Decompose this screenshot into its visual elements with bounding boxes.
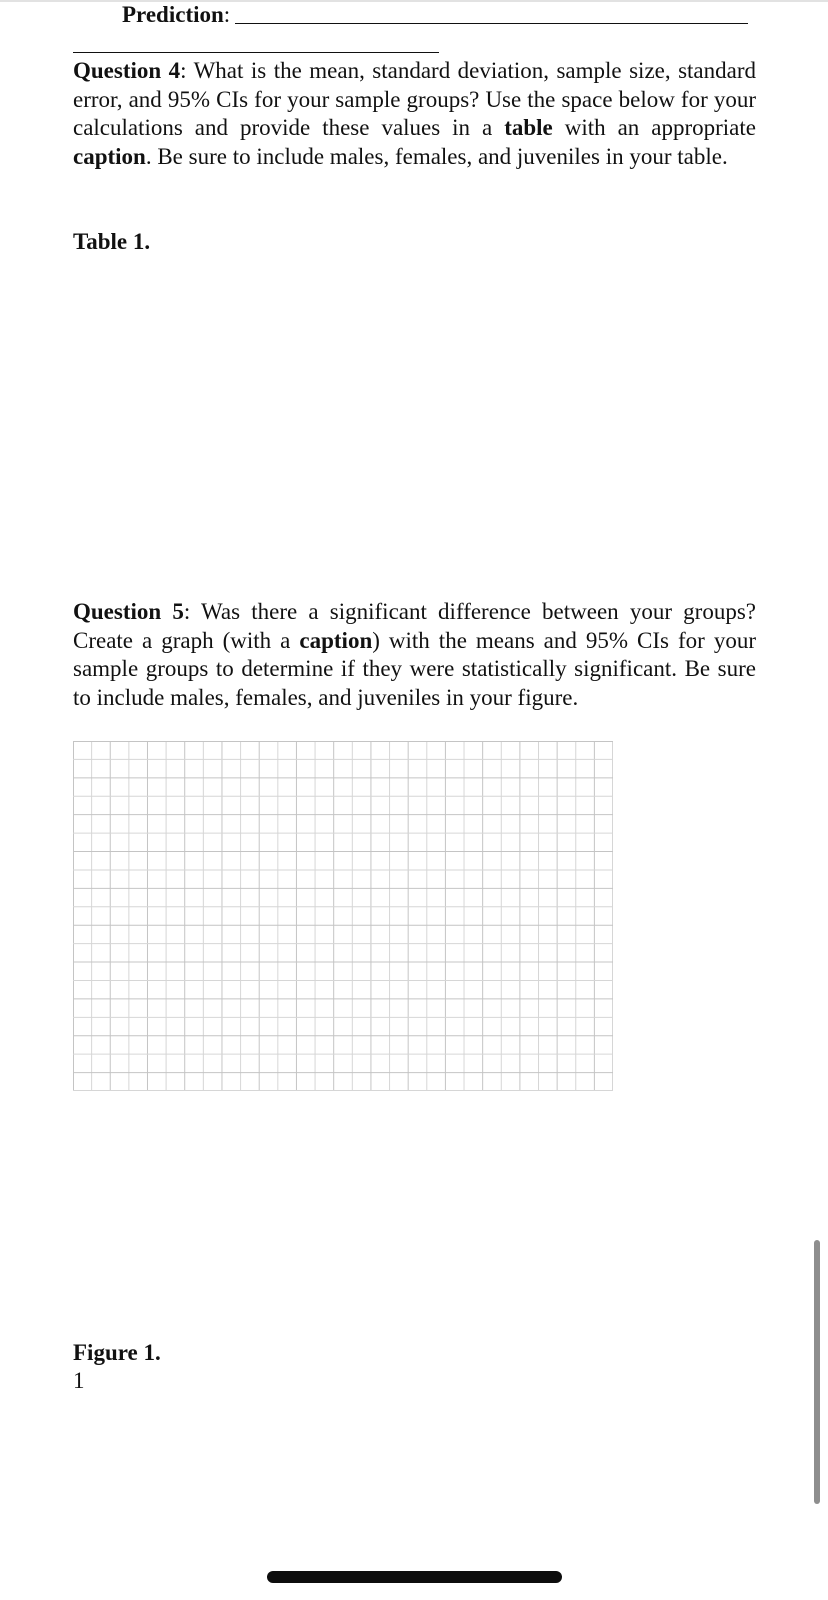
question-4-bold-table: table xyxy=(504,115,553,140)
vertical-scrollbar[interactable] xyxy=(814,1240,820,1504)
prediction-label: Prediction xyxy=(122,2,224,27)
prediction-field xyxy=(122,0,230,30)
question-5-bold-caption: caption xyxy=(299,627,373,653)
page-number: 1 xyxy=(73,1368,85,1393)
prediction-answer-line-2[interactable] xyxy=(73,52,439,53)
prediction-colon: : xyxy=(223,2,231,27)
question-4-bold-caption: caption xyxy=(73,143,146,169)
question-4-text-a: : What is the mean, standard deviation, sample size, standard error, and 95% CIs for your sample groups? Use the space below for your calculations and provide these values in a xyxy=(73,58,756,140)
question-5-text-b: ) with the means and 95% CIs for your sample groups to determine if they were statistically significant. Be sure to include males, females, and juveniles in your figure. xyxy=(73,627,756,710)
table-label: Table 1. xyxy=(73,229,151,254)
question-4 xyxy=(73,57,756,171)
question-4-title: Question 4 xyxy=(73,58,181,83)
question-5-title: Question 5 xyxy=(73,599,184,624)
prediction-answer-line[interactable] xyxy=(235,23,748,24)
question-5-text-a: : Was there a significant difference between your groups? Create a graph (with a xyxy=(73,599,756,653)
question-4-text-c: . Be sure to include males, females, and juveniles in your table. xyxy=(145,143,728,169)
graph-paper-grid xyxy=(73,741,613,1091)
question-4-text-b: with an appropriate xyxy=(552,115,756,140)
home-indicator[interactable] xyxy=(267,1571,562,1583)
question-5 xyxy=(73,598,756,712)
figure-label: Figure 1. xyxy=(73,1340,161,1365)
